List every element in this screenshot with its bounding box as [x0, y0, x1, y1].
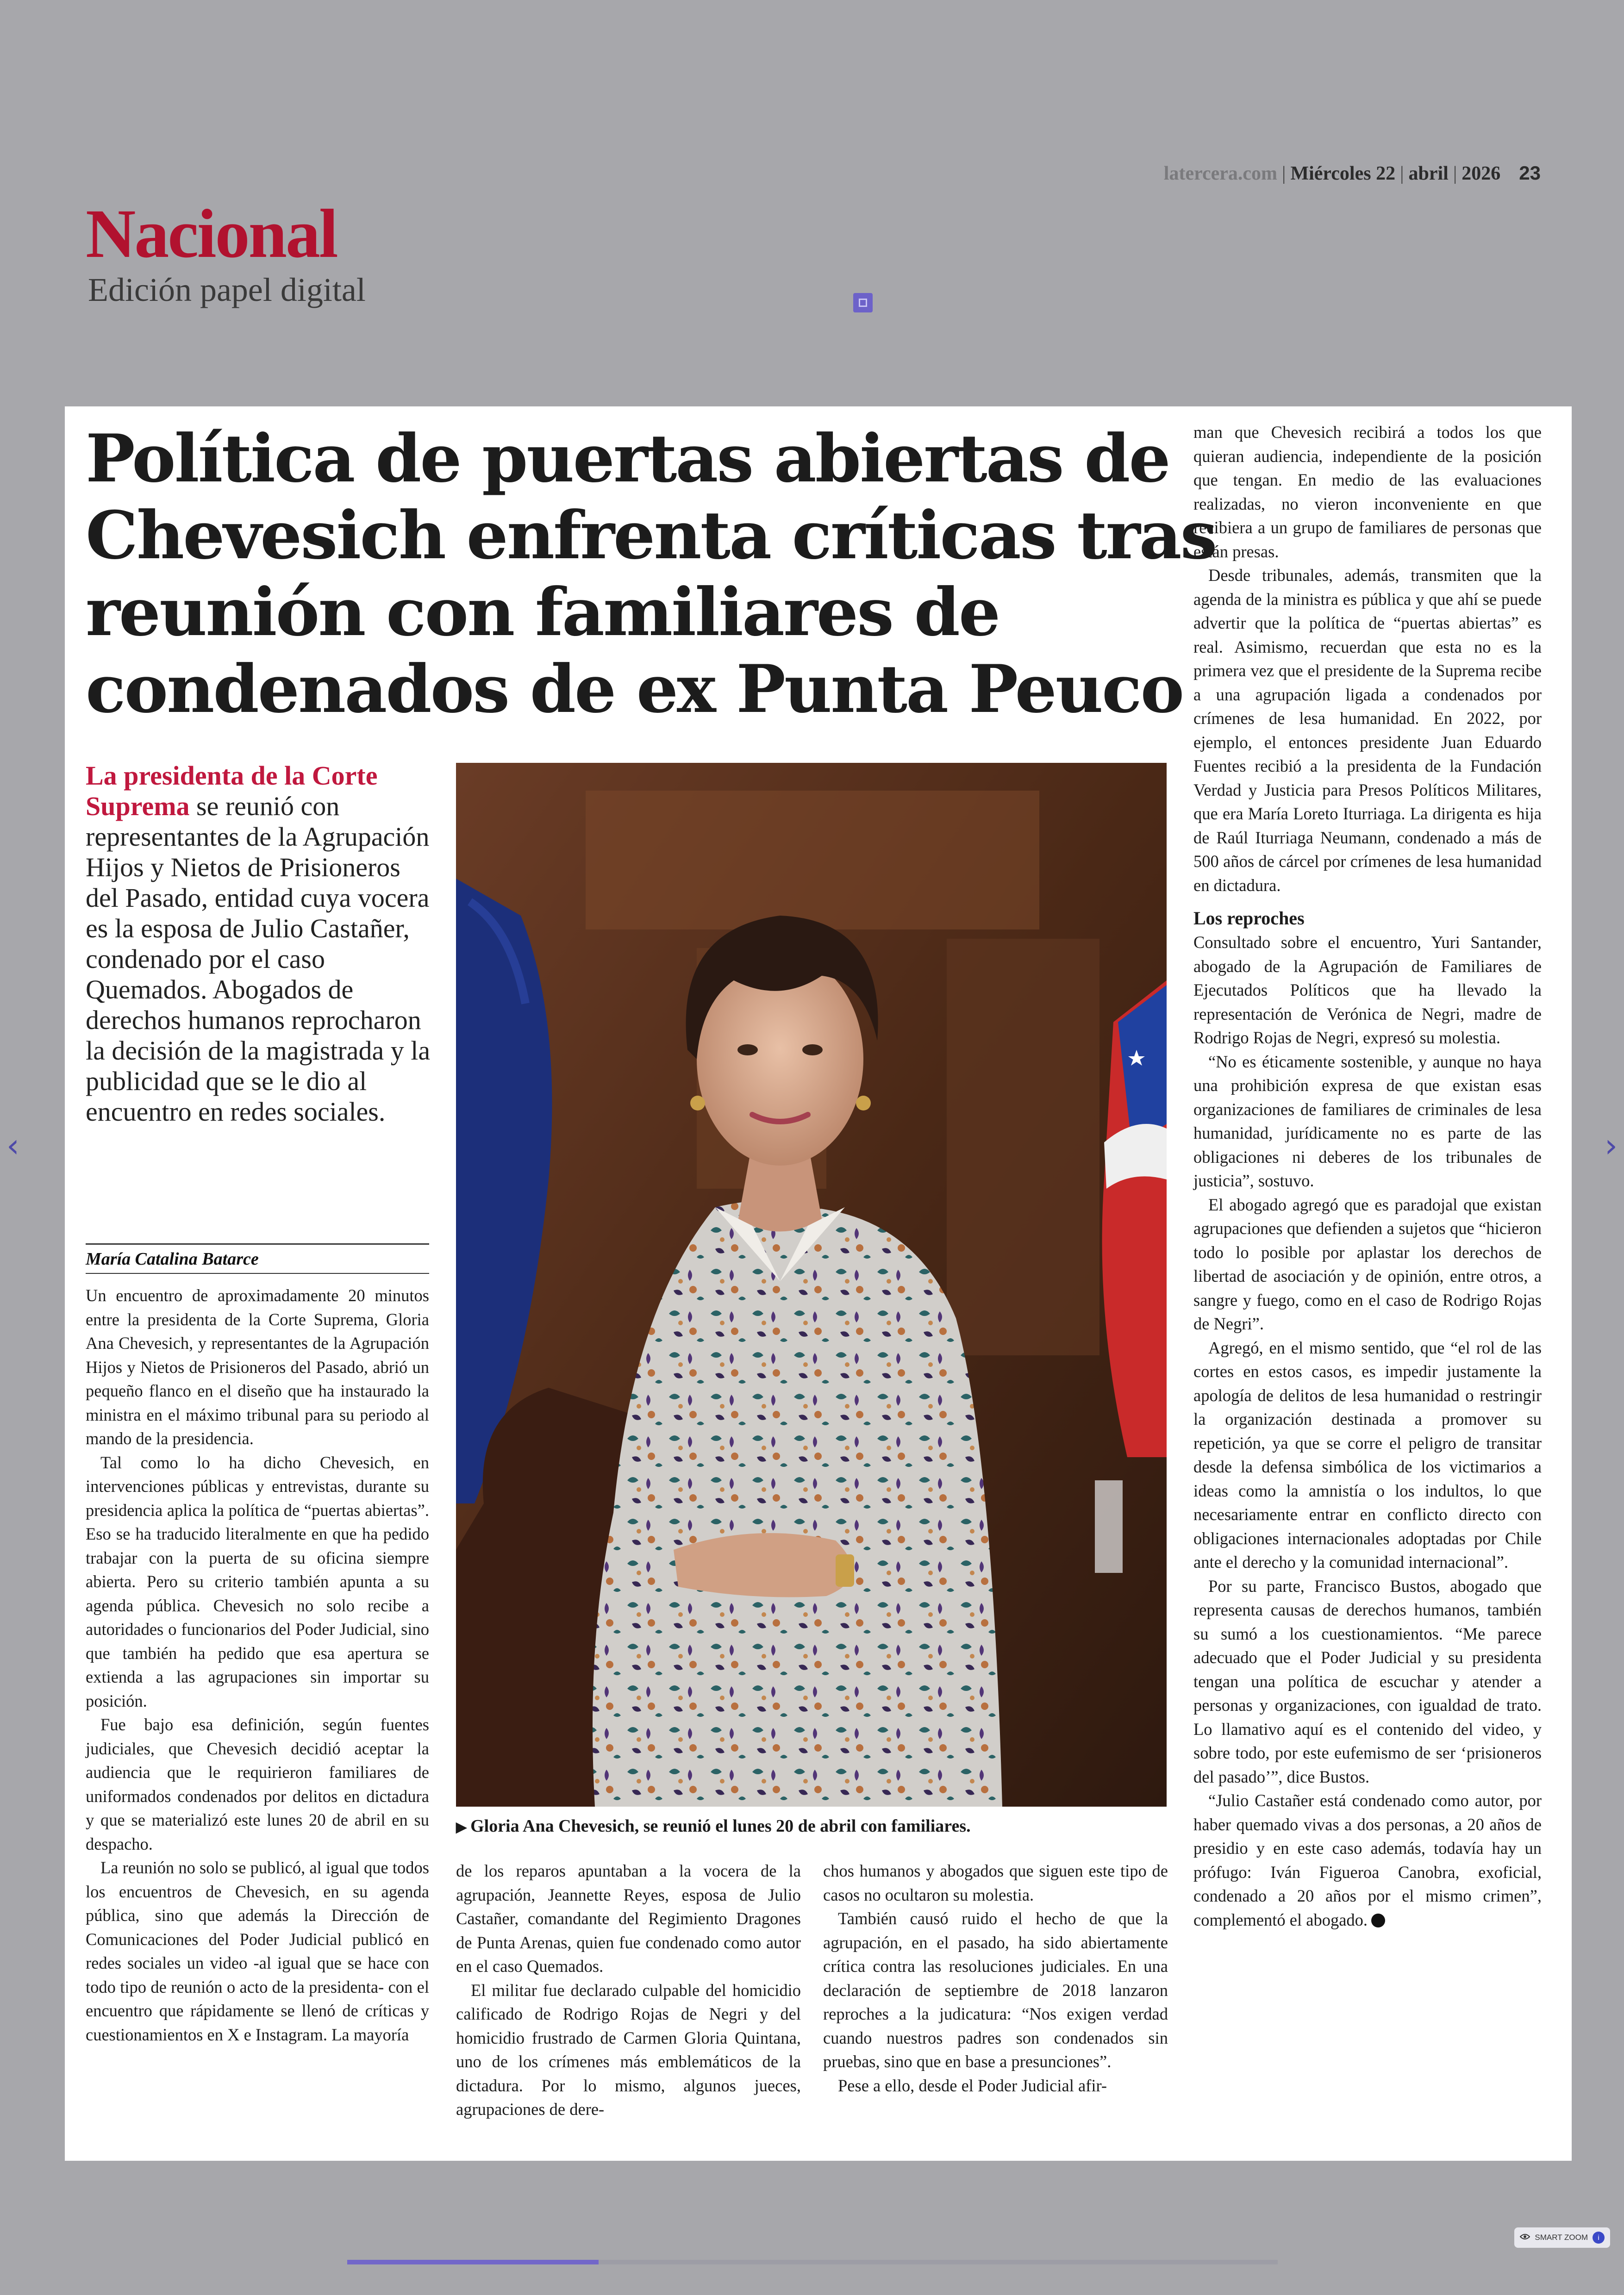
article-photo: [456, 763, 1167, 1807]
body-column-3: [823, 1859, 1168, 2097]
paragraph: Consultado sobre el encuentro, Yuri Santander, abogado de la Agrupación de Familiares de Ejecutados Políticos que ha llevado la representación de Verónica de Negri, madre de Rodrigo Rojas de Negri, expresó su molestia.: [1193, 933, 1542, 1047]
issue-date-bar: latercera.com | Miércoles 22 | abril | 2026 23: [1163, 162, 1541, 184]
photo-caption: [456, 1816, 1169, 1836]
smart-zoom-button[interactable]: [1514, 2227, 1610, 2248]
edition-label: Edición papel digital: [88, 271, 366, 308]
section-title: Nacional: [86, 195, 337, 272]
paragraph: Desde tribunales, además, transmiten que la agenda de la ministra es pública y que ahí se puede advertir que la política de “puertas abiertas” es real. Asimismo, recuerdan que esta no es la primera vez que el presidente de la Suprema recibe a una agrupación ligada a condenados por crímenes de lesa humanidad. En 2022, por ejemplo, el entonces presidente Juan Eduardo Fuentes recibió a la presidenta de la Fundación Verdad y Justicia para Presos Políticos Militares, que era María Loreto Iturriaga. La dirigenta es hija de Raúl Iturriaga Neumann, condenado a más de 500 años de cárcel por crímenes de lesa humanidad en dictadura.: [1193, 566, 1542, 895]
lead-text: se reunió con representantes de la Agrupación Hijos y Nietos de Prisioneros del Pasado, entidad cuya vocera es la esposa de Julio Castañer, condenado por el caso Quemados. Abogados de derechos humanos reprocharon la decisión de la magistrada y la publicidad que se le dio al encuentro en redes sociales.: [86, 791, 431, 1127]
paragraph: [1193, 1789, 1542, 1932]
paragraph: Fue bajo esa definición, según fuentes judiciales, que Chevesich decidió aceptar la audiencia que le requirieron familiares de uniformados condenados por delitos en dictadura y que se materializó este lunes 20 de abril en su despacho.: [86, 1715, 429, 1853]
article-headline: Política de puertas abiertas de Chevesich enfrenta críticas tras reunión con familiares de condenados de ex Punta Peuco: [86, 420, 1216, 728]
paragraph: chos humanos y abogados que siguen este tipo de casos no ocultaron su molestia.: [823, 1861, 1168, 1904]
byline: María Catalina Batarce: [86, 1249, 259, 1269]
page-progress-bar[interactable]: [347, 2260, 1278, 2264]
caption-text: Gloria Ana Chevesich, se reunió el lunes 20 de abril con familiares.: [470, 1816, 971, 1836]
paragraph: Por su parte, Francisco Bustos, abogado que representa causas de derechos humanos, también su sumó a los cuestionamientos. “Me parece adecuado que el Poder Judicial y su presidenta tengan una política de escuchar y atender a personas y organizaciones, con igualdad de trato. Lo llamativo aquí es el contenido del video, y sobre todo, por este eufemismo de ser ‘prisioneros del pasado’”, dice Bustos.: [1193, 1576, 1542, 1786]
page-number: 23: [1519, 162, 1541, 184]
final-paragraph-text: “Julio Castañer está condenado como autor, por haber quemado vivas a dos personas, a 20 años de presidio y en este caso además, todavía hay un prófugo: Iván Figueroa Canobra, exoficial, condenado a 20 años por el mismo crimen”, complementó el abogado.: [1193, 1791, 1542, 1929]
paragraph: de los reparos apuntaban a la vocera de la agrupación, Jeannette Reyes, esposa de Julio Castañer, comandante del Regimiento Dragones de Punta Arenas, quien fue condenado como autor en el caso Quemados.: [456, 1861, 801, 1976]
annotation-marker-icon[interactable]: [853, 293, 873, 312]
paragraph: man que Chevesich recibirá a todos los que quieran audiencia, independiente de la posición que tengan. En medio de las evaluaciones realizadas, no vieron inconveniente en que recibiera a un grupo de familiares de personas que están presas.: [1193, 423, 1542, 561]
body-column-2: [456, 1859, 801, 2121]
paragraph: La reunión no solo se publicó, al igual que todos los encuentros de Chevesich, en su agenda pública, sino que además la Dirección de Comunicaciones del Poder Judicial publicó en redes sociales un video -al igual que se hace con todo tipo de reunión o acto de la presidenta- con el encuentro que rápidamente se llenó de críticas y cuestionamientos en X e Instagram. La mayoría: [86, 1858, 429, 2044]
newspaper-page: [65, 406, 1572, 2161]
caption-arrow-icon: ▶: [456, 1820, 467, 1835]
body-column-1: [86, 1284, 429, 2046]
paragraph: El abogado agregó que es paradojal que existan agrupaciones que defienden a sujetos que “hicieron todo lo posible por aplastar los derechos de libertad de asociación y de opinión, entre otros, a sangre y fuego, como en el caso de Rodrigo Rojas de Negri”.: [1193, 1195, 1542, 1333]
issue-year: 2026: [1462, 163, 1501, 184]
divider: [86, 1273, 429, 1274]
issue-month: abril: [1408, 163, 1449, 184]
paragraph: También causó ruido el hecho de que la agrupación, en el pasado, ha sido abiertamente crítica contra las resoluciones judiciales. En una declaración de septiembre de 2018 lanzaron reproches a la judicatura: “Nos exigen verdad cuando nuestros padres son condenados sin pruebas, sino que en base a presunciones”.: [823, 1909, 1168, 2071]
info-badge-icon: i: [1593, 2232, 1605, 2244]
site-name: latercera.com: [1163, 163, 1278, 184]
subheading: Los reproches: [1193, 908, 1305, 929]
paragraph: Pese a ello, desde el Poder Judicial afir-: [838, 2076, 1107, 2095]
paragraph: “No es éticamente sostenible, y aunque no haya una prohibición expresa de que existan esas organizaciones de familiares de criminales de lesa humanidad, jurídicamente no es parte de las obligaciones ni deberes de los tribunales de justicia”, sostuvo.: [1193, 1052, 1542, 1190]
paragraph: El militar fue declarado culpable del homicidio calificado de Rodrigo Rojas de Negri y del homicidio frustrado de Carmen Gloria Quintana, uno de los crímenes más emblemáticos de la dictadura. Por lo mismo, algunos jueces, agrupaciones de dere-: [456, 1980, 801, 2119]
smart-zoom-label: SMART ZOOM: [1535, 2233, 1588, 2242]
divider: [86, 1243, 429, 1245]
end-mark-icon: [1371, 1914, 1385, 1927]
page-progress-fill: [347, 2260, 599, 2264]
eye-icon: [1520, 2233, 1530, 2242]
paragraph: Un encuentro de aproximadamente 20 minutos entre la presidenta de la Corte Suprema, Gloria Ana Chevesich, y representantes de la Agrupación Hijos y Nietos de Prisioneros del Pasado, abrió un pequeño flanco en el diseño que ha instaurado la ministra en el máximo tribunal para su periodo al mando de la presidencia.: [86, 1286, 429, 1448]
issue-day: Miércoles 22: [1290, 163, 1396, 184]
article-lead: [86, 761, 433, 1127]
paragraph: Agregó, en el mismo sentido, que “el rol de las cortes en estos casos, es impedir justamente la apología de delitos de lesa humanidad o restringir la organización destinada a promover su repetición, ya que se corre el peligro de transitar desde la defensa simbólica de los victimarios a ideas como la amnistía o los indultos, lo que necesariamente entrar en conflicto directo con obligaciones internacionales adoptadas por Chile ante el derecho y la comunidad internacional”.: [1193, 1338, 1542, 1572]
chevron-left-icon[interactable]: ‹: [6, 1127, 19, 1165]
lead-accent: La presidenta de la Corte Suprema: [86, 761, 378, 821]
chevron-right-icon[interactable]: ›: [1605, 1127, 1618, 1165]
body-column-4: [1193, 420, 1542, 1932]
paragraph: Tal como lo ha dicho Chevesich, en intervenciones públicas y entrevistas, durante su presidencia aplica la política de “puertas abiertas”. Eso se ha traducido literalmente en que ha pedido trabajar con la puerta de su oficina siempre abierta. Pero su criterio también apunta a su agenda pública. Chevesich no solo recibe a autoridades o funcionarios del Poder Judicial, sino que también ha pedido que esa apertura se extienda a las agrupaciones sin importar su posición.: [86, 1453, 429, 1710]
